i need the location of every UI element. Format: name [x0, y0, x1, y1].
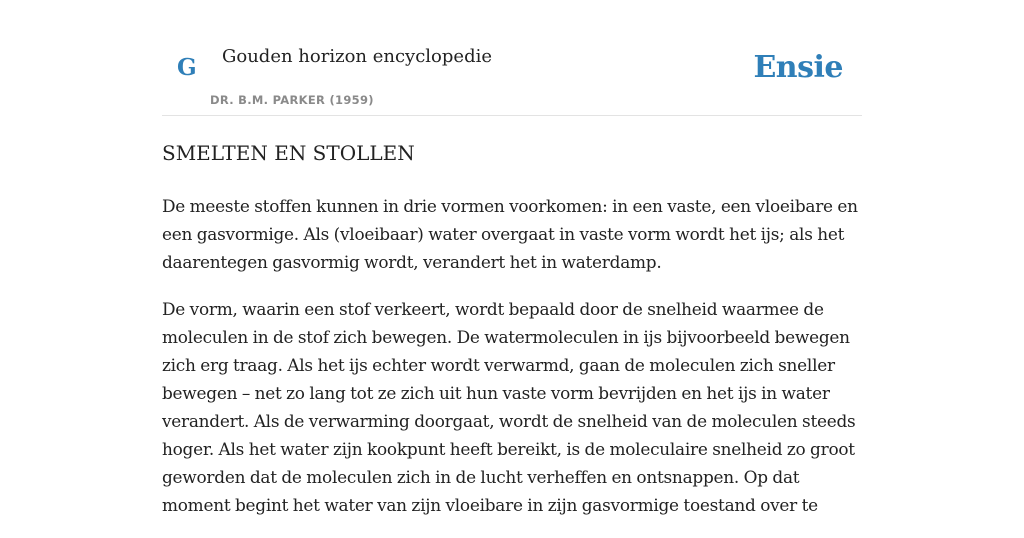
source-header — [162, 0, 862, 116]
ensie-logo[interactable]: Ensie — [753, 50, 843, 85]
article-title: SMELTEN EN STOLLEN — [162, 141, 415, 165]
article-body — [162, 192, 862, 538]
source-title-link[interactable]: Gouden horizon encyclopedie — [222, 46, 492, 67]
source-logo[interactable]: G — [177, 54, 197, 81]
source-author: DR. B.M. PARKER (1959) — [210, 93, 374, 107]
article-page — [162, 0, 862, 515]
article-paragraph: De vorm, waarin een stof verkeert, wordt bepaald door de snelheid waarmee de moleculen in de stof zich bewegen. De watermoleculen in ijs bijvoorbeeld bewegen zich erg traag. Als het ijs echter wordt verwarmd, gaan de moleculen zich sneller bewegen – net zo lang tot ze zich uit hun vaste vorm bevrijden en het ijs in water verandert. Als de verwarming doorgaat, wordt de snelheid van de moleculen steeds hoger. Als het water zijn kookpunt heeft bereikt, is de moleculaire snelheid zo groot geworden dat de moleculen zich in de lucht verheffen en ontsnappen. Op dat moment begint het water van zijn vloeibare in zijn gasvormige toestand over te — [162, 299, 856, 515]
article-paragraph: De meeste stoffen kunnen in drie vormen voorkomen: in een vaste, een vloeibare en een gasvormige. Als (vloeibaar) water overgaat in vaste vorm wordt het ijs; als het daarentegen gasvormig wordt, verandert het in waterdamp. — [162, 196, 858, 272]
